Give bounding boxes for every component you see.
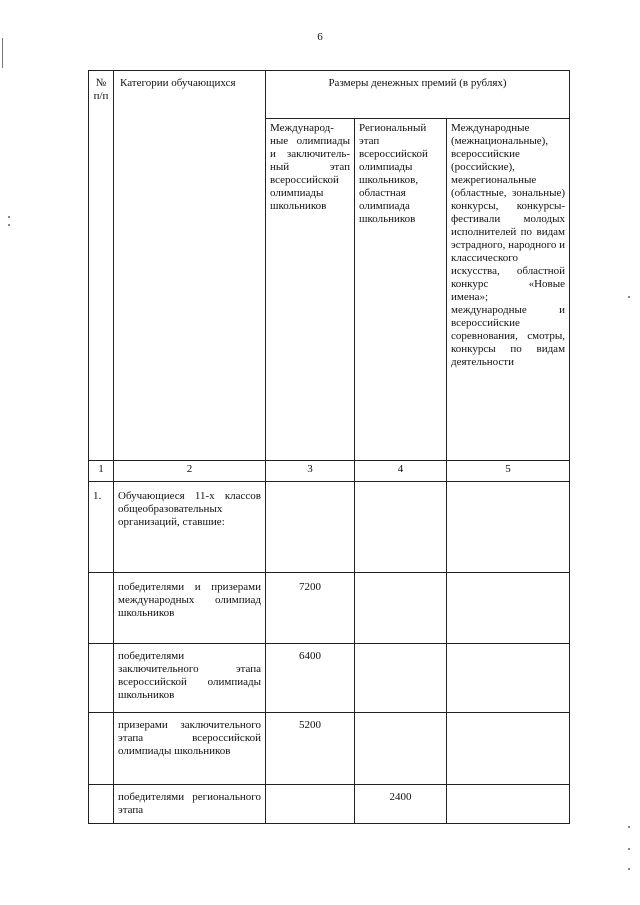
table-row bbox=[89, 573, 570, 644]
right-margin-dot bbox=[628, 296, 630, 298]
award-table bbox=[88, 70, 570, 824]
row-col3: 7200 bbox=[266, 573, 355, 644]
row-num bbox=[89, 573, 114, 644]
row-num bbox=[89, 644, 114, 713]
subheader-col5: Международные (межнациональные), всероссийские (российские), межрегиональные (областные, зональные) конкурсы, конкурсы-фестивали молодых исполнителей по видам эстрадного, народного и классического искусства, областной конкурс «Новые имена»; международные и всероссийские соревнования, смотры, конкурсы по видам деятельности bbox=[447, 119, 570, 461]
page-number: 6 bbox=[317, 31, 323, 43]
right-margin-dot bbox=[628, 848, 630, 850]
row-num bbox=[89, 785, 114, 824]
table-header-row bbox=[89, 71, 570, 119]
left-margin-dot bbox=[8, 224, 10, 226]
column-numbers-row bbox=[89, 461, 570, 482]
column-number: 1 bbox=[89, 461, 114, 482]
header-category: Категории обучающихся bbox=[114, 71, 266, 461]
header-prizes: Размеры денежных премий (в рублях) bbox=[266, 71, 570, 119]
row-col4 bbox=[355, 644, 447, 713]
left-margin-mark bbox=[2, 38, 3, 68]
header-num: № п/п bbox=[89, 71, 114, 461]
row-col3: 5200 bbox=[266, 713, 355, 785]
right-margin-dot bbox=[628, 868, 630, 870]
column-number: 3 bbox=[266, 461, 355, 482]
row-col3 bbox=[266, 785, 355, 824]
row-category: Обучающиеся 11-х классов общеобразовательных организаций, ставшие: bbox=[114, 482, 266, 573]
table-row bbox=[89, 713, 570, 785]
row-num bbox=[89, 713, 114, 785]
row-category: победителями заключительного этапа всероссийской олимпиады школьников bbox=[114, 644, 266, 713]
row-col3 bbox=[266, 482, 355, 573]
row-category: победителями регионального этапа bbox=[114, 785, 266, 824]
row-col4 bbox=[355, 713, 447, 785]
row-col4 bbox=[355, 482, 447, 573]
column-number: 2 bbox=[114, 461, 266, 482]
table-row bbox=[89, 785, 570, 824]
row-col5 bbox=[447, 785, 570, 824]
row-category: призерами заключительного этапа всероссийской олимпиады школьников bbox=[114, 713, 266, 785]
column-number: 5 bbox=[447, 461, 570, 482]
subheader-col4: Региональный этап всероссийской олимпиады школьников, областная олимпиада школьников bbox=[355, 119, 447, 461]
subheader-col3: Международ-ные олимпиады и заключитель-ный этап всероссийской олимпиады школьников bbox=[266, 119, 355, 461]
column-number: 4 bbox=[355, 461, 447, 482]
row-col5 bbox=[447, 482, 570, 573]
right-margin-dot bbox=[628, 826, 630, 828]
row-col3: 6400 bbox=[266, 644, 355, 713]
row-col5 bbox=[447, 644, 570, 713]
table-row bbox=[89, 644, 570, 713]
left-margin-dot bbox=[8, 216, 10, 218]
row-col4: 2400 bbox=[355, 785, 447, 824]
row-col5 bbox=[447, 713, 570, 785]
row-col5 bbox=[447, 573, 570, 644]
row-col4 bbox=[355, 573, 447, 644]
row-num: 1. bbox=[89, 482, 114, 573]
row-category: победителями и призерами международных олимпиад школьников bbox=[114, 573, 266, 644]
table-row bbox=[89, 482, 570, 573]
